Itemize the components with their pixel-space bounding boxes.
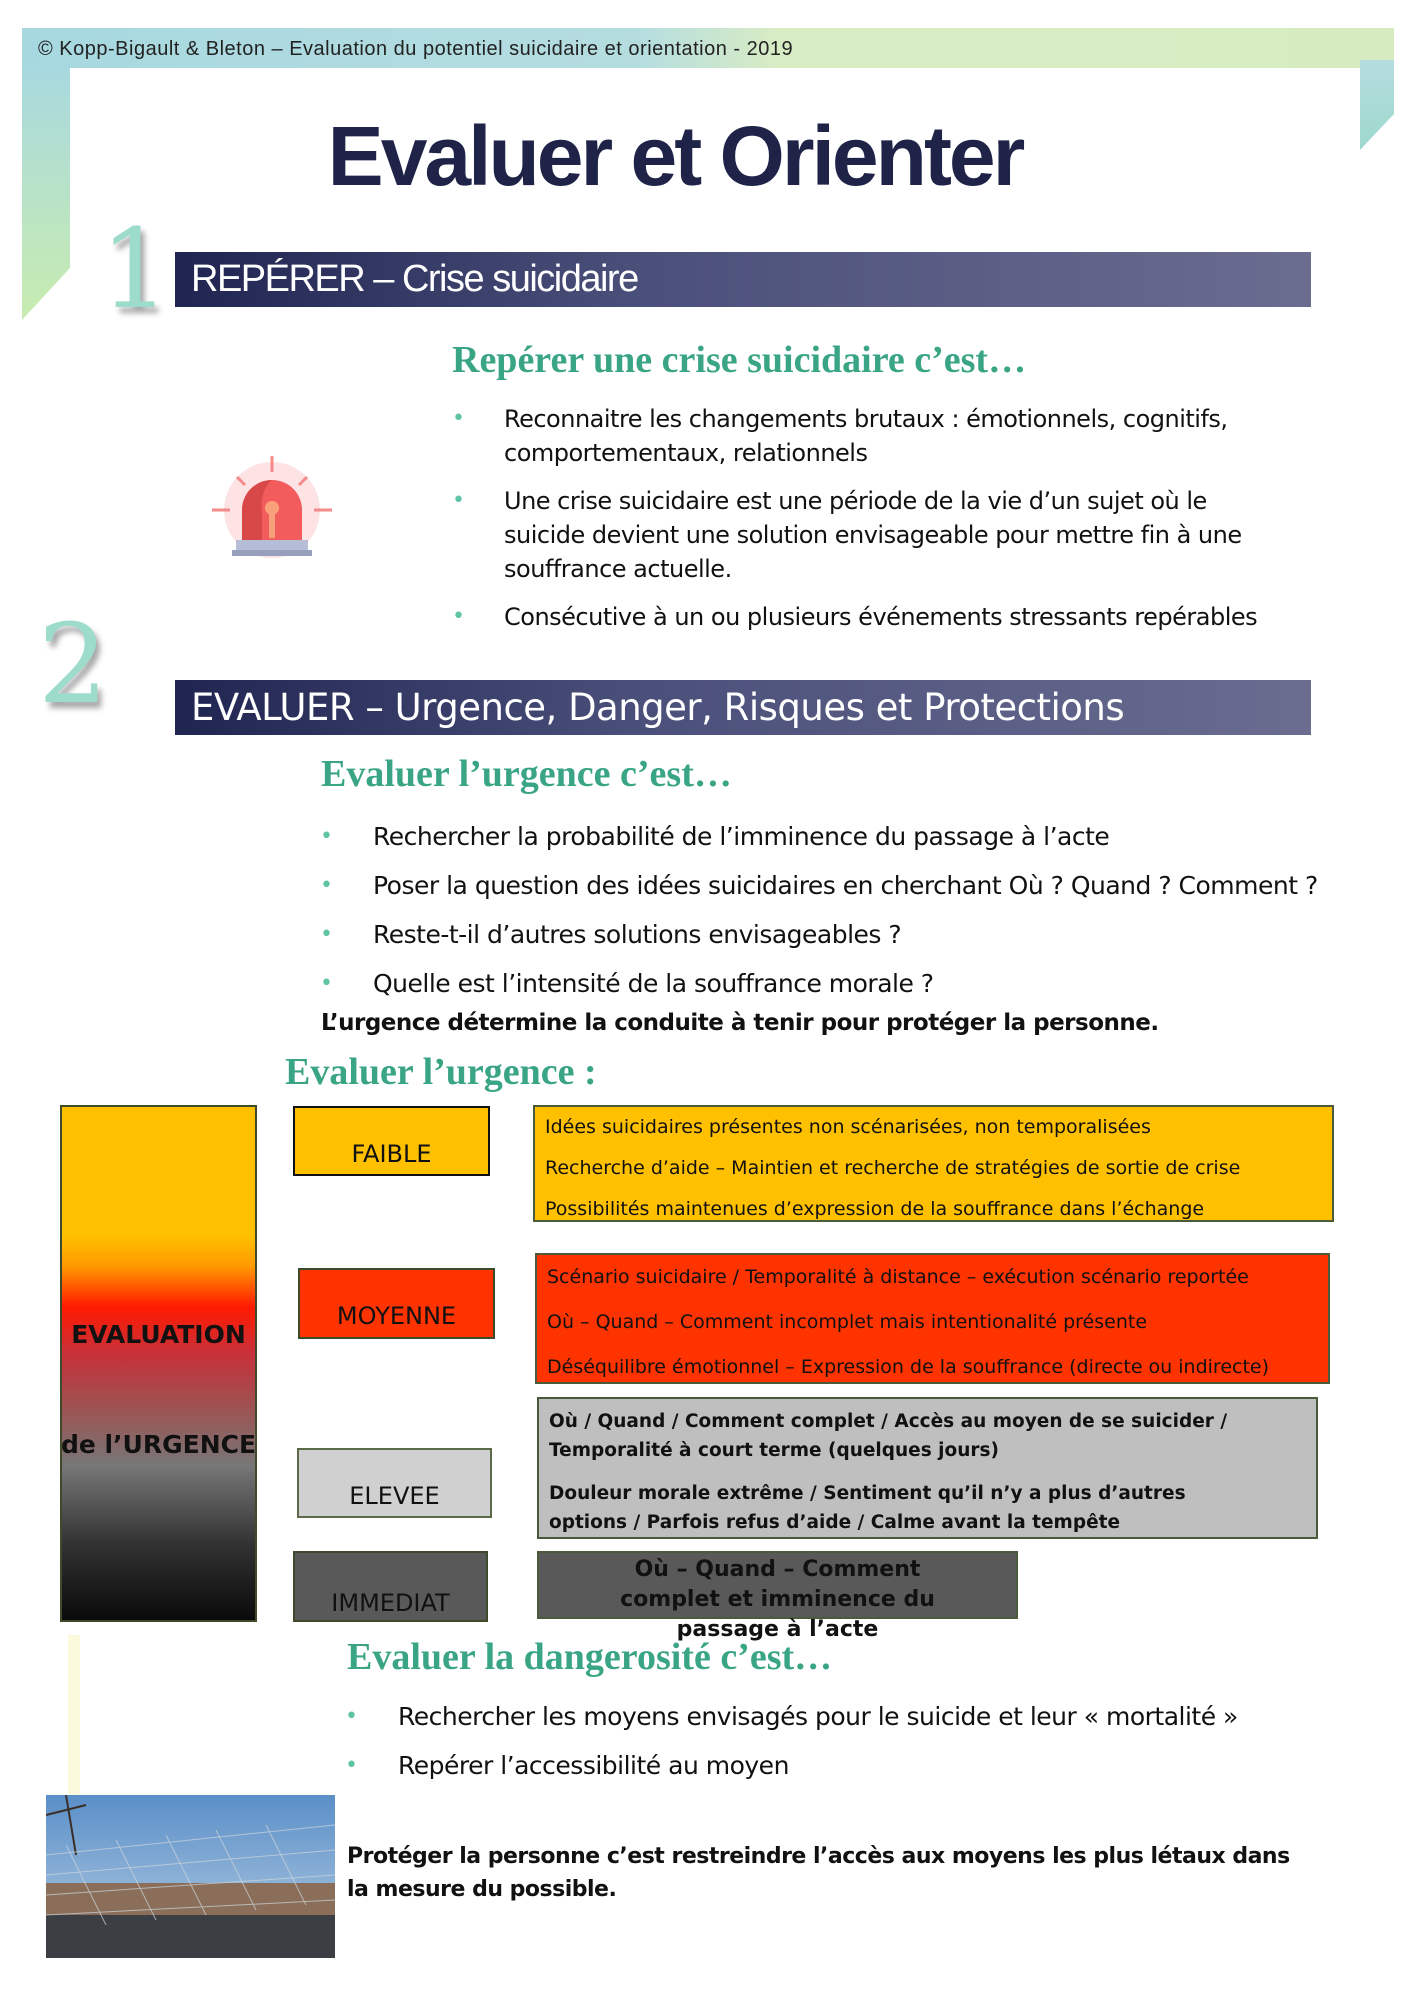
detail-line: Où – Quand – Comment complet et imminence du passage à l’acte (620, 1557, 935, 1642)
level-moyenne-details (535, 1253, 1330, 1384)
section1-heading: Repérer une crise suicidaire c’est… (452, 339, 1027, 381)
bullet-text: Repérer l’accessibilité au moyen (398, 1751, 789, 1780)
urgency-bullets (320, 812, 1333, 1008)
copyright: © Kopp-Bigault & Bleton – Evaluation du potentiel suicidaire et orientation - 2019 (38, 38, 794, 60)
bullet-item: • Rechercher les moyens envisagés pour le suicide et leur « mortalité » (345, 1702, 1238, 1731)
scale-label-urgence: de l’URGENCE (60, 1430, 257, 1459)
detail-line: Déséquilibre émotionnel – Expression de la souffrance (directe ou indirecte) (547, 1356, 1269, 1378)
bullet-text: Consécutive à un ou plusieurs événements stressants repérables (504, 603, 1258, 631)
bullet-item: • Une crise suicidaire est une période de la vie d’un sujet où le suicide devient une solution envisageable pour mettre fin à une souffrance actuelle. (452, 487, 1242, 583)
detail-line: Scénario suicidaire / Temporalité à distance – exécution scénario reportée (547, 1266, 1249, 1288)
level-moyenne: MOYENNE (298, 1268, 495, 1339)
detail-line: Où / Quand / Comment complet / Accès au moyen de se suicider / Temporalité à court terme (quelques jours) (549, 1411, 1228, 1461)
danger-heading: Evaluer la dangerosité c’est… (347, 1636, 833, 1678)
bullet-text: Rechercher les moyens envisagés pour le suicide et leur « mortalité » (398, 1702, 1238, 1731)
urgency-conclusion: L’urgence détermine la conduite à tenir pour protéger la personne. (321, 1010, 1159, 1036)
level-faible: FAIBLE (293, 1106, 490, 1176)
protect-statement: Protéger la personne c’est restreindre l’accès aux moyens les plus létaux dans la mesure du possible. (347, 1844, 1290, 1902)
detail-line: Où – Quand – Comment incomplet mais intentionalité présente (547, 1311, 1148, 1333)
scale-label-evaluation: EVALUATION (71, 1320, 246, 1349)
detail-line: Possibilités maintenues d’expression de la souffrance dans l’échange (545, 1198, 1205, 1220)
right-decoration (1360, 60, 1394, 150)
detail-line: Douleur morale extrême / Sentiment qu’il n’y a plus d’autres options / Parfois refus d’aide / Calme avant la tempête (549, 1483, 1186, 1533)
bullet-text: Quelle est l’intensité de la souffrance morale ? (373, 969, 934, 998)
level-immediat-details (537, 1551, 1018, 1642)
section-number-2: 2 (38, 600, 108, 728)
section-bar-1: REPÉRER – Crise suicidaire (175, 252, 1311, 307)
bullet-text: Reste-t-il d’autres solutions envisageables ? (373, 920, 902, 949)
bullet-text: Une crise suicidaire est une période de la vie d’un sujet où le suicide devient une solution envisageable pour mettre fin à une souffrance actuelle. (504, 487, 1242, 583)
level-elevee-details (537, 1397, 1318, 1539)
section2-heading: Evaluer l’urgence c’est… (321, 753, 732, 795)
section1-bullets (452, 402, 1264, 634)
bullet-text: Rechercher la probabilité de l’imminence du passage à l’acte (373, 822, 1110, 851)
bullet-item: • Repérer l’accessibilité au moyen (345, 1751, 789, 1780)
bullet-item: • Reste-t-il d’autres solutions envisageables ? (320, 920, 902, 949)
level-elevee: ELEVEE (297, 1448, 492, 1518)
section-number-1: 1 (100, 205, 170, 333)
urgency-gradient-scale (60, 1105, 257, 1622)
page-title: Evaluer et Orienter (327, 109, 1023, 203)
level-faible-details (533, 1105, 1334, 1222)
bullet-item: • Reconnaitre les changements brutaux : émotionnels, cognitifs, comportementaux, relationnels (452, 405, 1228, 467)
bullet-item: • Poser la question des idées suicidaires en cherchant Où ? Quand ? Comment ? (320, 871, 1318, 900)
safety-net-photo (46, 1795, 335, 1958)
decorative-strip (68, 1635, 80, 1795)
urgency-scale-heading: Evaluer l’urgence : (285, 1051, 597, 1093)
bullet-item: • Consécutive à un ou plusieurs événements stressants repérables (452, 603, 1258, 631)
detail-line: Idées suicidaires présentes non scénarisées, non temporalisées (545, 1116, 1151, 1138)
danger-bullets (345, 1692, 1318, 1790)
bullet-item: • Quelle est l’intensité de la souffrance morale ? (320, 969, 934, 998)
detail-line: Recherche d’aide – Maintien et recherche de stratégies de sortie de crise (545, 1157, 1241, 1179)
siren-icon (212, 452, 332, 560)
bullet-item: • Rechercher la probabilité de l’imminence du passage à l’acte (320, 822, 1110, 851)
bullet-text: Poser la question des idées suicidaires en cherchant Où ? Quand ? Comment ? (373, 871, 1318, 900)
level-immediat: IMMEDIAT (293, 1551, 488, 1622)
section-bar-2: EVALUER – Urgence, Danger, Risques et Protections (175, 680, 1311, 735)
bullet-text: Reconnaitre les changements brutaux : émotionnels, cognitifs, comportementaux, relationnels (504, 405, 1228, 467)
